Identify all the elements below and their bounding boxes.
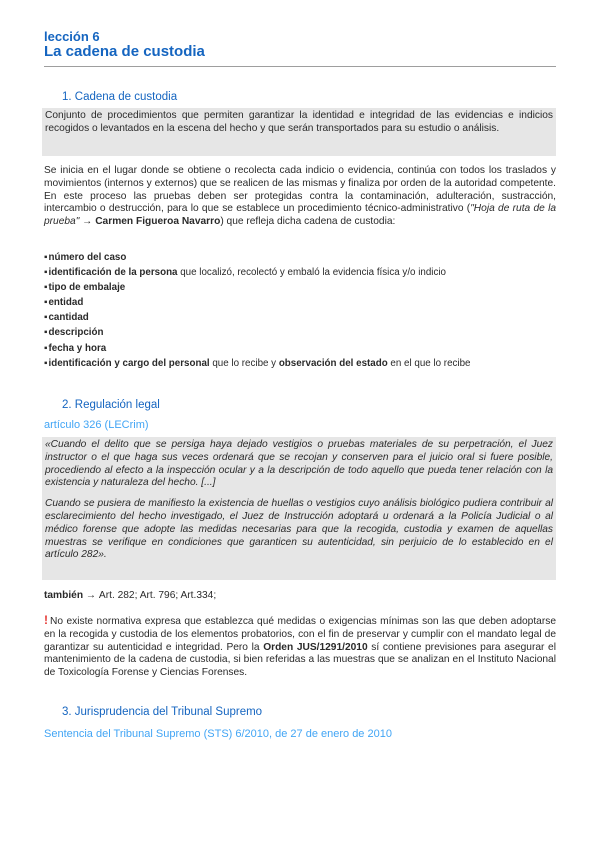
list-item: ▪fecha y hora [44,342,107,354]
definition-text: Conjunto de procedimientos que permiten garantizar la identidad e integridad de las evidencias e indicios recogidos o levantados en la escena del hecho y que serán transportados para su estudio o análisis. [45,110,553,134]
arrow-icon: → [79,216,96,228]
definition-box [42,108,556,156]
bullet-icon: ▪ [44,252,48,263]
arrow-icon: → [83,590,99,601]
also-articles: Art. 282; Art. 796; Art.334; [98,590,217,601]
paragraph-end: ) que refleja dicha cadena de custodia: [220,216,396,228]
exclamation-icon: ! [44,613,48,627]
list-item: ▪identificación de la persona que localizó, recolectó y embaló la evidencia física y/o indicio [44,267,446,279]
list-item: ▪descripción [44,327,104,339]
order-reference: Orden JUS/1291/2010 [263,641,368,653]
sts-subheading: Sentencia del Tribunal Supremo (STS) 6/2010, de 27 de enero de 2010 [44,728,392,740]
note-end: sí contiene previsiones para asegurar el mantenimiento de la cadena de custodia, si bien referidas a las muestras que se analizan en el Instituto Nacional de Toxicología Forense y Ciencias Forenses. [44,641,556,679]
list-item: ▪identificación y cargo del personal que lo recibe y observación del estado en el que lo recibe [44,357,471,369]
bullet-icon: ▪ [44,282,48,294]
section-1-heading: 1. Cadena de custodia [62,91,178,103]
regulation-note [44,614,556,680]
author-name: Carmen Figueroa Navarro [95,216,221,228]
list-item: ▪cantidad [44,312,89,324]
legal-quote-box [42,437,556,580]
also-label: también [44,590,84,601]
list-item: ▪número del caso [44,252,127,263]
custody-fields-list [44,250,556,371]
bullet-icon: ▪ [44,297,48,309]
related-articles [44,590,556,603]
note-start: No existe normativa expresa que establezca qué medidas o exigencias mínimas son las que deben adoptarse en la recogida y custodia de los elementos probatorios, con el fin de preservar y cumplir con el mandato legal de garantizar su autenticidad e integridad. Pero la [44,616,556,653]
quote-paragraph-1: «Cuando el delito que se persiga haya dejado vestigios o pruebas materiales de su perpetración, el Juez instructor o el que haga sus veces ordenará que se recojan y conserven para el juicio oral si fuere posible, procediendo al efecto a la inspección ocular y a la descripción de todo aquello que pueda tener relación con la existencia y naturaleza del hecho. [...] [45,439,553,489]
list-item: ▪entidad [44,297,84,309]
bullet-icon: ▪ [44,357,48,369]
bullet-icon: ▪ [44,267,48,279]
section-2-heading: 2. Regulación legal [62,399,160,411]
list-item: ▪tipo de embalaje [44,282,126,294]
section-3-heading: 3. Jurisprudencia del Tribunal Supremo [62,706,263,718]
paragraph-start: Se inicia en el lugar donde se obtiene o recolecta cada indicio o evidencia, continúa con todos los traslados y movimientos (internos y externos) que se realicen de las mismas y finaliza por orden de la autoridad competente. En este proceso las pruebas deben ser protegidas contra la contaminación, adulteración, sustracción, intercambio o destrucción, para lo que se establece un procedimiento técnico-administrativo ( [44,165,556,215]
lesson-number: lección 6 [44,29,100,44]
custody-paragraph [44,165,556,229]
bullet-icon: ▪ [44,327,48,339]
header-divider [44,66,556,67]
article-326-subheading: artículo 326 (LECrim) [44,419,149,431]
bullet-icon: ▪ [44,312,48,324]
quote-hoja-de-ruta: "Hoja de ruta de la prueba" [44,203,556,228]
page-title: La cadena de custodia [44,43,205,60]
quote-paragraph-2: Cuando se pusiera de manifiesto la existencia de huellas o vestigios cuyo análisis biológico pudiera contribuir al esclarecimiento del hecho investigado, el Juez de Instrucción adoptará u ordenará a la Policía Judicial o al médico forense que adopte las medidas necesarias para que la recogida, custodia y examen de aquellas muestras se verifique en condiciones que garanticen su autenticidad, sin perjuicio de lo establecido en el artículo 282». [45,498,553,561]
bullet-icon: ▪ [44,342,48,354]
